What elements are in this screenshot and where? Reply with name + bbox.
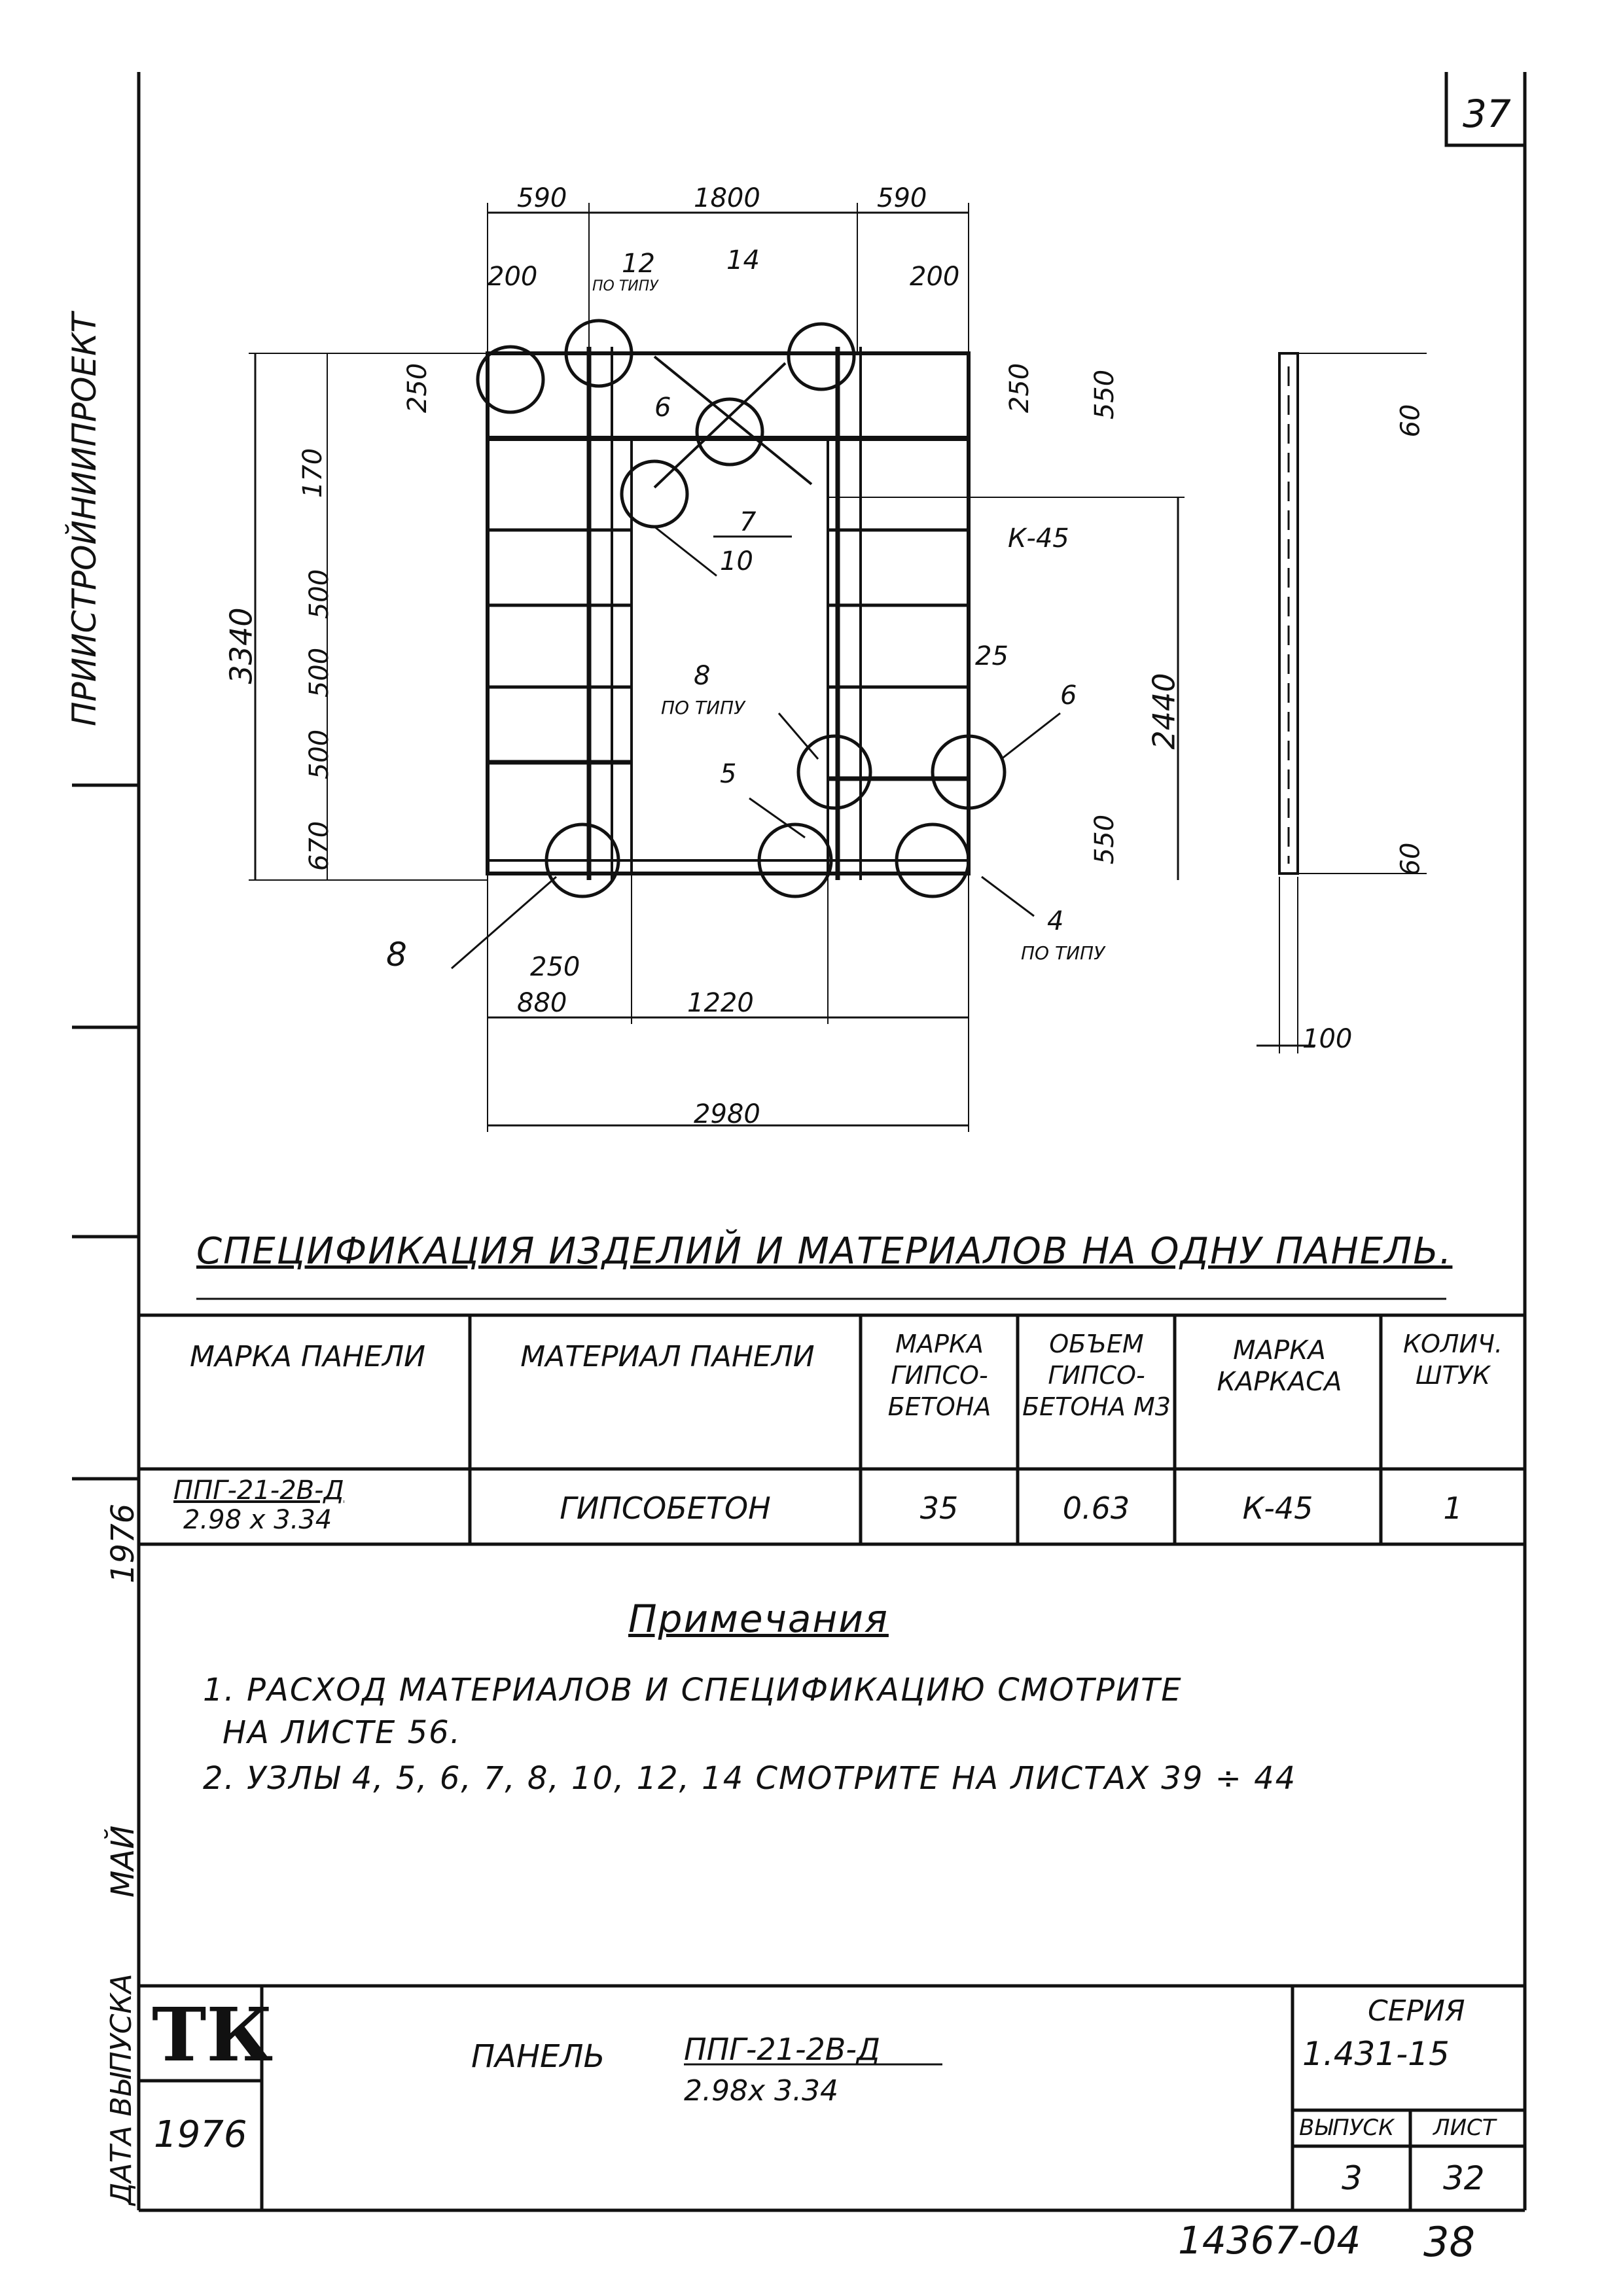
po-tipu-4: ПО ТИПУ <box>1021 942 1105 964</box>
dim-550-top: 550 <box>1090 369 1120 420</box>
dim-500-b: 500 <box>304 647 335 698</box>
dim-170: 170 <box>298 448 329 499</box>
spec-header-qty: КОЛИЧ. ШТУК <box>1402 1330 1503 1390</box>
spec-row-mark: ППГ-21-2В-Д <box>173 1475 344 1506</box>
spec-header-frame: МАРКА КАРКАСА <box>1217 1335 1342 1397</box>
spec-row-concrete-grade: 35 <box>919 1491 959 1526</box>
spec-header-material: МАТЕРИАЛ ПАНЕЛИ <box>520 1340 815 1373</box>
dim-250-bottom: 250 <box>530 952 580 982</box>
po-tipu-12: ПО ТИПУ <box>592 278 658 294</box>
page-number-top: 37 <box>1463 92 1511 136</box>
note-2: 2. УЗЛЫ 4, 5, 6, 7, 8, 10, 12, 14 СМОТРИТЕ НА ЛИСТАХ 39 ÷ 44 <box>203 1760 1297 1797</box>
note-1: 1. РАСХОД МАТЕРИАЛОВ И СПЕЦИФИКАЦИЮ СМОТРИТЕ <box>203 1672 1183 1708</box>
footer-page: 38 <box>1423 2218 1475 2266</box>
dim-500-a: 500 <box>304 569 335 620</box>
sheet-label: ЛИСТ <box>1433 2115 1496 2141</box>
dim-250-right: 250 <box>1005 362 1035 414</box>
k45-label: К-45 <box>1008 523 1069 554</box>
spec-header-volume: ОБЪЕМ ГИПСО- БЕТОНА М3 <box>1022 1330 1171 1421</box>
title-block-name-size: 2.98х 3.34 <box>684 2074 838 2108</box>
spec-header-mark: МАРКА ПАНЕЛИ <box>190 1340 425 1373</box>
dim-200-right: 200 <box>910 262 960 292</box>
spec-row-volume: 0.63 <box>1062 1491 1130 1526</box>
footer-code: 14367-04 <box>1178 2218 1361 2263</box>
node-8-top-label: 8 <box>694 661 711 691</box>
spec-title: СПЕЦИФИКАЦИЯ ИЗДЕЛИЙ И МАТЕРИАЛОВ НА ОДНУ ПАНЕЛЬ. <box>196 1230 1453 1273</box>
node-4-label: 4 <box>1047 906 1064 936</box>
side-label-year: 1976 <box>105 1503 141 1583</box>
dim-500-c: 500 <box>304 729 335 780</box>
spec-row-material: ГИПСОБЕТОН <box>560 1491 771 1526</box>
note-1-cont: НА ЛИСТЕ 56. <box>223 1714 461 1751</box>
dim-670: 670 <box>304 821 335 872</box>
node-10-label: 10 <box>720 546 753 576</box>
series-value: 1.431-15 <box>1302 2035 1450 2073</box>
node-8-bottom-label: 8 <box>386 936 407 974</box>
title-block-name-mark: ППГ-21-2В-Д <box>684 2032 880 2067</box>
node-6-bottom-label: 6 <box>1060 680 1077 711</box>
dim-60-bottom: 60 <box>1395 842 1426 876</box>
dim-100: 100 <box>1302 1024 1353 1054</box>
sheet-value: 32 <box>1443 2159 1485 2197</box>
node-14-label: 14 <box>726 245 760 275</box>
dim-590-left: 590 <box>517 183 567 213</box>
po-tipu-8: ПО ТИПУ <box>661 697 745 718</box>
title-block-year: 1976 <box>154 2113 247 2156</box>
dim-2980: 2980 <box>694 1099 760 1129</box>
tk-logo: ТК <box>152 1992 274 2078</box>
spec-header-concrete-grade: МАРКА ГИПСО- БЕТОНА <box>887 1330 991 1421</box>
dim-1220: 1220 <box>687 988 754 1018</box>
dim-25: 25 <box>975 641 1008 671</box>
side-label-date-release: ДАТА ВЫПУСКА <box>105 1973 138 2205</box>
dim-200-left: 200 <box>488 262 538 292</box>
dim-1800: 1800 <box>694 183 760 213</box>
spec-row-frame: К-45 <box>1242 1491 1313 1526</box>
dim-2440: 2440 <box>1146 673 1182 750</box>
node-12-label: 12 <box>622 249 655 279</box>
issue-label: ВЫПУСК <box>1299 2115 1395 2141</box>
dim-550-bottom: 550 <box>1090 814 1120 865</box>
title-block-name-label: ПАНЕЛЬ <box>471 2038 605 2075</box>
spec-row-mark-size: 2.98 х 3.34 <box>183 1505 332 1535</box>
node-6-top-label: 6 <box>654 393 671 423</box>
dim-3340: 3340 <box>223 607 259 684</box>
spec-row-qty: 1 <box>1443 1491 1463 1526</box>
side-label-org: ПРИИСТРОЙНИИПРОЕКТ <box>65 312 103 726</box>
dim-590-right: 590 <box>877 183 927 213</box>
node-5-label: 5 <box>720 759 737 789</box>
notes-title: Примечания <box>628 1597 889 1641</box>
dim-60-top: 60 <box>1395 404 1426 438</box>
dim-880: 880 <box>517 988 567 1018</box>
side-label-month: МАЙ <box>105 1825 141 1898</box>
dim-250-left: 250 <box>402 362 433 414</box>
node-7-label: 7 <box>740 507 757 537</box>
series-label: СЕРИЯ <box>1368 1994 1465 2028</box>
issue-value: 3 <box>1342 2159 1363 2197</box>
